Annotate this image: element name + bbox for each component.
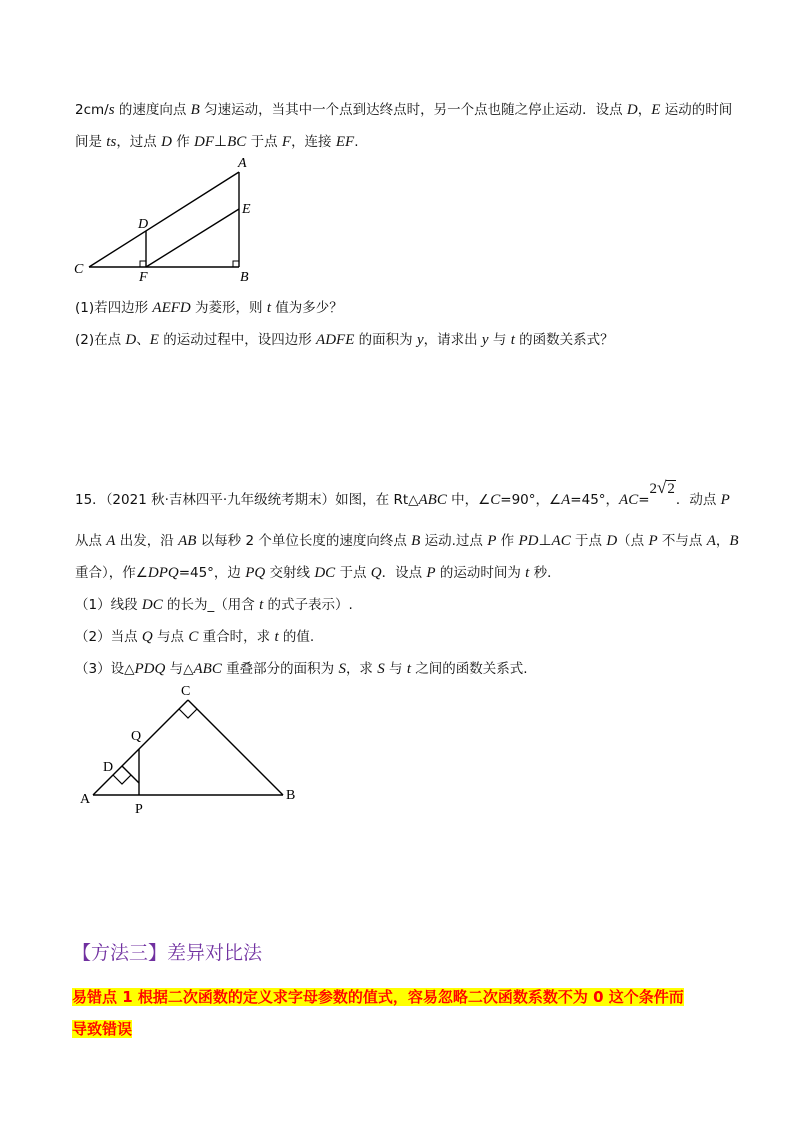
label-F: F <box>139 270 148 285</box>
figure-rhombus <box>70 155 270 285</box>
label-P: P <box>135 802 143 817</box>
p15-line-2: 从点 A 出发，沿 AB 以每秒 2 个单位长度的速度向终点 B 运动.过点 P 作 PD⊥AC 于点 D（点 P 不与点 A，B <box>75 533 739 549</box>
p15-line-1: 15．（2021 秋·吉林四平·九年级统考期末）如图，在 Rt△ABC 中，∠C=90°，∠A=45°，AC=2√2．动点 P <box>75 478 730 508</box>
label-E: E <box>242 202 251 217</box>
p15-question-3: （3）设△PDQ 与△ABC 重叠部分的面积为 S，求 S 与 t 之间的函数关系式. <box>75 661 528 677</box>
segment-CB <box>188 700 283 795</box>
label-B: B <box>286 788 296 803</box>
p15-question-2: （2）当点 Q 与点 C 重合时，求 t 的值. <box>75 629 315 645</box>
figure-triangle <box>70 680 320 820</box>
p14-question-1: (1)若四边形 AEFD 为菱形，则 t 值为多少？ <box>75 300 343 316</box>
label-C: C <box>181 684 191 699</box>
segment-AC <box>93 700 188 795</box>
p15-question-1: （1）线段 DC 的长为_（用含 t 的式子表示）. <box>75 597 353 613</box>
right-angle-F <box>140 261 146 267</box>
label-A: A <box>80 792 91 807</box>
segment-PD <box>122 766 139 783</box>
p14-line-1: 2cm/s 的速度向点 B 匀速运动，当其中一个点到达终点时，另一个点也随之停止运动．设点 D，E 运动的时间 <box>75 102 733 118</box>
label-A: A <box>238 156 247 171</box>
right-angle-B <box>233 261 239 267</box>
segment-CA <box>89 172 239 267</box>
label-Q: Q <box>131 729 142 744</box>
right-angle-D <box>113 775 131 784</box>
label-B: B <box>240 270 249 285</box>
error-note-line-1: 易错点 1 根据二次函数的定义求字母参数的值式，容易忽略二次函数系数不为 0 这个条件而 <box>72 988 684 1006</box>
p14-question-2: (2)在点 D、E 的运动过程中，设四边形 ADFE 的面积为 y，请求出 y 与 t 的函数关系式？ <box>75 332 614 348</box>
label-D: D <box>103 760 114 775</box>
label-D: D <box>138 217 149 232</box>
method-heading: 【方法三】差异对比法 <box>72 942 263 964</box>
segment-FE <box>146 209 239 267</box>
p14-line-2: 间是 ts，过点 D 作 DF⊥BC 于点 F，连接 EF. <box>75 134 359 150</box>
right-angle-C <box>179 709 197 718</box>
p15-line-3: 重合），作∠DPQ=45°，边 PQ 交射线 DC 于点 Q．设点 P 的运动时间为 t 秒． <box>75 565 561 581</box>
label-C: C <box>74 262 84 277</box>
sqrt-expression: 2√2 <box>649 478 675 497</box>
error-note-line-2: 导致错误 <box>72 1020 133 1038</box>
